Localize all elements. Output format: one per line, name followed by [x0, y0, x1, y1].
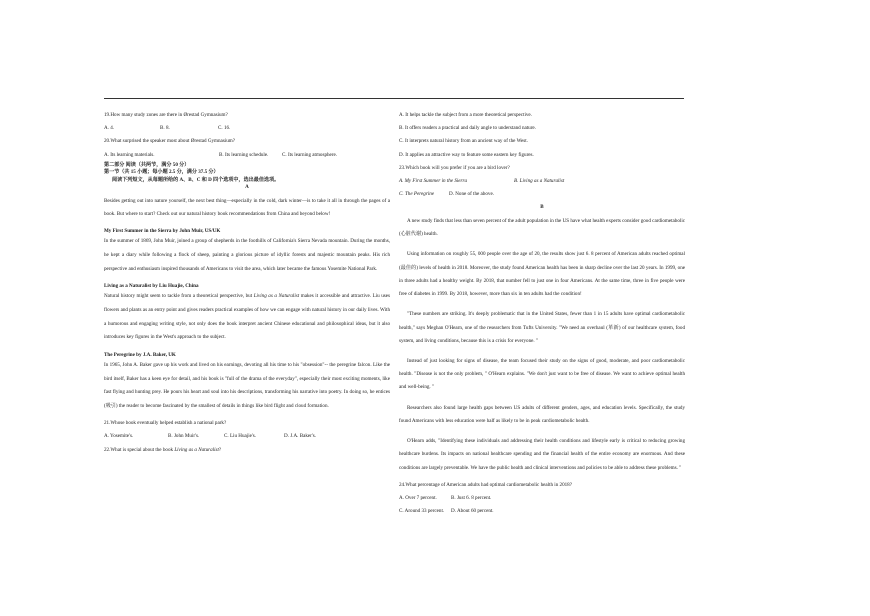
question-21: 21.Whose book eventually helped establish a national park?: [104, 420, 227, 427]
option: C. 16.: [218, 125, 231, 132]
instruction: 阅读下列短文，从每题所给的 A、B、C 和 D 四个选项中，选出最佳选项。: [112, 176, 280, 183]
q22-option-a: A. It helps tackle the subject from a more theoretical perspective.: [399, 112, 532, 118]
option: D. J.A. Baker's.: [284, 433, 317, 440]
q22-option-c: C. It interprets natural history from an ancient way of the West.: [399, 138, 528, 145]
part-two-heading: 第二部分 阅读（共两节，满分 50 分）: [104, 162, 190, 169]
book1-description: In the summer of 1869, John Muir, joined a group of shepherds in the foothills of California's Sierra Nevada mountain. During the months, he kept a diary while following a flock of sheep, painting a glorious picture of idyllic forests and majestic mountain peaks. His rich perspective and enthusiasm inspired thousands of Americans to visit the area, which later became the famous Yosemite National Park.: [104, 238, 390, 272]
q22-option-b: B. It offers readers a practical and daily angle to understand nature.: [399, 125, 536, 132]
passage-b-paragraph-5: Researchers also found large health gaps between US adults of different genders, ages, and education levels. Specifically, the study found Americans with less education were half as likely to be in peak cardiometabolic health.: [399, 404, 685, 424]
option: D. About 60 percent.: [451, 508, 494, 515]
option: C. Its learning atmosphere.: [282, 151, 338, 158]
question-20: 20.What surprised the speaker most about Ørestad Gymnasium?: [104, 138, 235, 145]
option: C. The Peregrine: [399, 191, 435, 198]
option: D. None of the above.: [449, 191, 494, 198]
book2-author: by Liu Huajie, China: [151, 283, 199, 290]
option: A. Its learning materials.: [104, 151, 155, 158]
question-24-options-row1: [399, 495, 685, 501]
option: A. My First Summer in the Sierra: [399, 178, 468, 185]
book3-author: by J.A. Baker, UK: [134, 351, 176, 358]
left-column: [104, 112, 390, 460]
passage-b-paragraph-3: "These numbers are striking. It's deeply problematic that in the United States, fewer than 1 in 15 adults have optimal cardiometabolic health," says Meghan O'Hearn, one of the researchers from Tufts University. "We need an overhaul (革新) of our healthcare system, food system, and living conditions, because this is a crisis for everyone. ": [399, 311, 685, 344]
book3-title: The Peregrine: [104, 351, 135, 358]
option: B. 8.: [160, 125, 170, 132]
question-24-options-row2: [399, 508, 685, 514]
option: A. Yosemite's.: [104, 433, 134, 440]
option: C. Around 33 percent.: [399, 508, 445, 515]
option: A. 4.: [104, 125, 115, 132]
option: B. Living as a Naturalist: [514, 178, 565, 185]
header-rule: [104, 98, 684, 99]
question-24: 24.What percentage of American adults had optimal cardiometabolic health in 2018?: [399, 481, 572, 488]
option: C. Liu Huajie's.: [224, 433, 257, 440]
book2-heading: [104, 283, 390, 289]
book3-description: In 1965, John A. Baker gave up his work and lived on his earnings, devoting all his time to his "obsession"-- the peregrine falcon. Like the bird itself, Baker has a keen eye for detail, and his book is "full of the drama of the everyday", especially their most exciting moments, like fast flying and hunting prey. He pours his heart and soul into his descriptions, transforming his narrative into poetry. In doing so, he entices (吸引) the reader to become fascinated by the smallest of details in things like bird flight and cloud formation.: [104, 362, 390, 409]
passage-b-label: B: [540, 204, 544, 211]
question-19: 19.How many study zones are there in Ørestad Gymnasium?: [104, 112, 228, 118]
question-22: 22.What is special about the book Living as a Naturalist?: [104, 446, 222, 453]
book2-description: Natural history might seem to tackle from a theoretical perspective, but Living as a Naturalist makes it accessible and attractive. Liu uses flowers and plants as an entry point and gives readers practical examples of how we can engage with natural history in our daily lives. With a humorous and engaging writing style, not only does the book interpret ancient Chinese educational and philosophical ideas, but it also introduces key figures in the West's approach to the subject.: [104, 293, 391, 341]
right-column: [399, 112, 685, 521]
book3-heading: [104, 352, 390, 358]
passage-b-paragraph-4: Instead of just looking for signs of disease, the team focused their study on the signs of good, moderate, and poor cardiometabolic health. "Disease is not the only problem, " O'Hearn explains. "We don't just want to be free of disease. We want to achieve optimal health and well-being. ": [399, 357, 685, 391]
option: B. John Muir's.: [168, 433, 200, 440]
passage-b-paragraph-6: O'Hearn adds, "Identifying these individuals and addressing their health conditions and lifestyle early is critical to reducing growing healthcare burdens. Its impacts on national healthcare spending and the financial health of the entire economy are enormous. And these conditions are largely preventable. We have the public health and clinical interventions and policies to be able to address these problems. ": [399, 437, 685, 471]
passage-b-paragraph-2: Using information on roughly 55, 000 people over the age of 20, the results show just 6. 8 percent of American adults reached optimal (最佳的) levels of health in 2018. Moreover, the study found American health has been in sharp decline over the last 20 years. In 1999, one in three adults had a healthy weight. By 2018, that number fell to just one in four Americans. At the same time, three in five people were free of diabetes in 1999. By 2018, however, more than six in ten adults had the condition!: [399, 251, 685, 298]
q22-option-d: D. It applies an attractive way to feature some eastern key figures.: [399, 151, 534, 158]
book2-title: Living as a Naturalist: [104, 283, 152, 290]
question-19-options: [104, 125, 390, 131]
passage-a-label: A: [245, 184, 249, 191]
passage-b-paragraph-1: A new study finds that less than seven percent of the adult population in the US have what health experts consider good cardiometabolic (心脏代谢) health.: [399, 217, 685, 238]
section-one-heading: 第一节（共 15 小题；每小题 2.5 分，满分 37.5 分）: [104, 169, 219, 176]
question-20-options: [104, 152, 390, 158]
option: A. Over 7 percent.: [399, 494, 437, 501]
book1-title: My First Summer in the Sierra: [104, 228, 172, 235]
option: B. Its learning schedule.: [219, 151, 269, 158]
option: B. Just 6. 8 percent.: [451, 494, 492, 501]
question-21-options: [104, 433, 390, 439]
question-23-options-row2: [399, 191, 685, 197]
book1-heading: [104, 228, 390, 234]
book1-author: by John Muir, US/UK: [171, 228, 221, 235]
question-23: 23.Which book will you prefer if you are a bird lover?: [399, 164, 510, 171]
question-23-options-row1: [399, 178, 685, 184]
passage-a-intro: Besides getting out into nature yourself, the next best thing—especially in the cold, dark winter—is to take it all in through the pages of a book. But where to start? Check out our natural history book recommendations from China and beyond below!: [104, 197, 390, 217]
